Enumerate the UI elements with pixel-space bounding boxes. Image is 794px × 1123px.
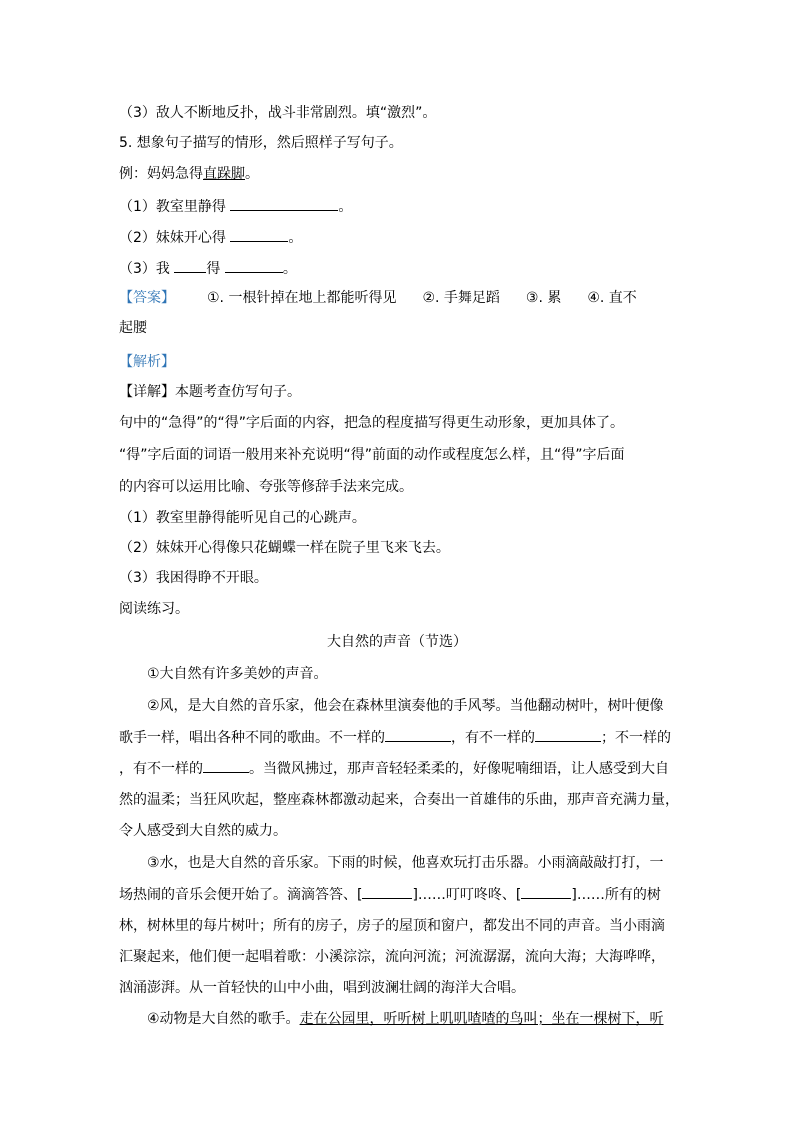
underlined-sentence: 走在公园里，听听树上叽叽喳喳的鸟叫；坐在一棵树下，听 [299, 1011, 664, 1027]
explain-line: 的内容可以运用比喻、夸张等修辞手法来完成。 [119, 479, 413, 495]
item-prefix: （3）我 [119, 261, 175, 277]
item-suffix: 。 [282, 261, 297, 277]
paragraph-2-line [119, 728, 671, 747]
text: ；不一样的 [601, 730, 671, 746]
paragraph-2-line [119, 759, 669, 778]
answer-blank[interactable] [230, 197, 338, 211]
paragraph-1: ①大自然有许多美妙的声音。 [147, 666, 328, 682]
item-mid: 得 [206, 261, 225, 277]
fill-blank[interactable] [535, 728, 601, 742]
reading-title: 大自然的声音（节选） [327, 634, 467, 650]
answer-2: ②. 手舞足蹈 [422, 290, 500, 306]
example-prefix: 例：妈妈急得 [119, 166, 203, 182]
paragraph-3-line [119, 885, 661, 904]
q5-example [119, 165, 259, 183]
paragraph-2-line: 令人感受到大自然的威力。 [119, 823, 287, 839]
paragraph-3-line: ③水，也是大自然的音乐家。下雨的时候，他喜欢玩打击乐器。小雨滴敲敲打打，一 [147, 855, 664, 871]
answer-blank[interactable] [225, 259, 283, 273]
text: 。当微风拂过，那声音轻轻柔柔的，好像呢喃细语，让人感受到大自 [249, 761, 669, 777]
fill-blank[interactable] [203, 759, 249, 773]
paragraph-2-line: ②风，是大自然的音乐家，他会在森林里演奏他的手风琴。当他翻动树叶，树叶便像 [147, 698, 664, 714]
paragraph-4-line [147, 1010, 664, 1028]
text: ④动物是大自然的歌手。 [147, 1011, 300, 1027]
q4-item-3: （3）敌人不断地反扑，战斗非常剧烈。填“激烈”。 [119, 105, 437, 121]
explain-line: 句中的“急得”的“得”字后面的内容，把急的程度描写得更生动形象，更加具体了。 [119, 415, 625, 431]
paragraph-2-line: 然的温柔；当狂风吹起，整座森林都激动起来，合奏出一首雄伟的乐曲，那声音充满力量， [119, 792, 679, 808]
item-suffix: 。 [288, 230, 303, 246]
text: 歌手一样，唱出各种不同的歌曲。不一样的 [119, 730, 385, 746]
explain-line: （3）我困得睁不开眼。 [119, 570, 268, 586]
example-suffix: 。 [245, 166, 259, 182]
text: 场热闹的音乐会便开始了。滴滴答答、[ [119, 887, 363, 903]
q5-item-1 [119, 197, 352, 216]
analysis-label: 【解析】 [119, 354, 175, 370]
q5-prompt: 5. 想象句子描写的情形，然后照样子写句子。 [119, 135, 403, 151]
answer-4: ④. 直不 [587, 290, 637, 306]
answer-label: 【答案】 [119, 290, 175, 306]
answer-line [119, 289, 637, 307]
answer-cont: 起腰 [119, 320, 147, 336]
answer-blank[interactable] [230, 228, 288, 242]
fill-blank[interactable] [385, 728, 451, 742]
answer-blank[interactable] [174, 259, 206, 273]
q5-item-3 [119, 259, 297, 278]
answer-3: ③. 累 [525, 290, 562, 306]
reading-intro: 阅读练习。 [119, 601, 189, 617]
answer-1: ①. 一根针掉在地上都能听得见 [207, 290, 397, 306]
item-prefix: （1）教室里静得 [119, 199, 231, 215]
text: ，有不一样的 [119, 761, 203, 777]
text: ]……所有的树 [571, 887, 661, 903]
item-suffix: 。 [338, 199, 353, 215]
fill-blank[interactable] [362, 885, 412, 899]
explain-line: （1）教室里静得能听见自己的心跳声。 [119, 510, 366, 526]
detail: 【详解】本题考查仿写句子。 [119, 384, 301, 400]
text: ]……叮叮咚咚、[ [412, 887, 522, 903]
example-underlined: 直跺脚 [203, 166, 245, 182]
paragraph-3-line: 汇聚起来，他们便一起唱着歌：小溪淙淙，流向河流；河流潺潺，流向大海；大海哗哗， [119, 949, 665, 965]
item-prefix: （2）妹妹开心得 [119, 230, 231, 246]
text: ，有不一样的 [451, 730, 535, 746]
explain-line: （2）妹妹开心得像只花蝴蝶一样在院子里飞来飞去。 [119, 540, 450, 556]
paragraph-3-line: 林，树林里的每片树叶；所有的房子，房子的屋顶和窗户，都发出不同的声音。当小雨滴 [119, 918, 665, 934]
q5-item-2 [119, 228, 302, 247]
fill-blank[interactable] [521, 885, 571, 899]
paragraph-3-line: 汹涌澎湃。从一首轻快的山中小曲，唱到波澜壮阔的海洋大合唱。 [119, 980, 525, 996]
explain-line: “得”字后面的词语一般用来补充说明“得”前面的动作或程度怎么样，且“得”字后面 [119, 447, 625, 463]
